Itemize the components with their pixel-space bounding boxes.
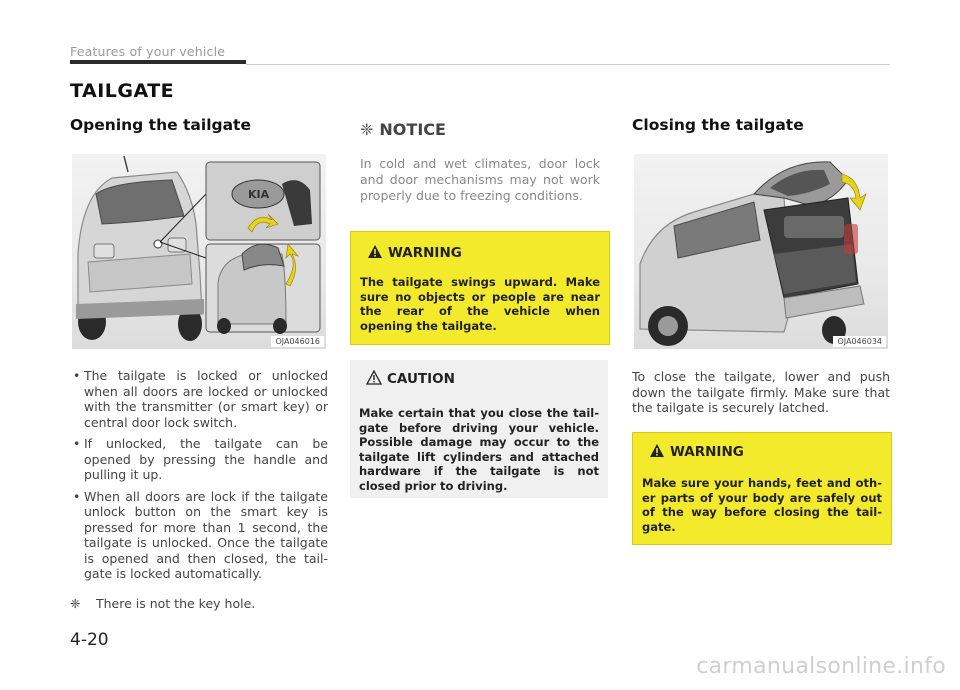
warning-box-2 xyxy=(632,432,892,545)
bullet-dot: • xyxy=(73,488,81,504)
closing-figure-caption: OJA046034 xyxy=(833,336,886,347)
bullet-item xyxy=(70,436,328,483)
opening-heading: Opening the tailgate xyxy=(70,116,251,134)
closing-car-illustration xyxy=(634,154,888,349)
bullet-text: If unlocked, the tailgate can be opened by pressing the handle and pulling it up. xyxy=(84,436,328,482)
notice-title: NOTICE xyxy=(379,120,446,139)
footnote-mark: ❈ xyxy=(70,596,81,611)
section-header: Features of your vehicle xyxy=(70,44,226,59)
bullet-dot: • xyxy=(73,368,81,383)
warning-box-1 xyxy=(350,231,610,345)
bullet-text: When all doors are lock if the tailgate unlock button on the smart key is pressed for more than 1 second, the tailgate is unlocked. Once the tailgate is opened and then closed, the tail-gate is locked automatically. xyxy=(84,488,328,581)
notice-text: In cold and wet climates, door lock and door mechanisms may not work properly due to freezing conditions. xyxy=(360,156,600,203)
warning-text-1: The tailgate swings upward. Make sure no objects or people are near the rear of the vehicle when opening the tailgate. xyxy=(360,275,600,333)
closing-text: To close the tailgate, lower and push down the tailgate firmly. Make sure that the tailgate is securely latched. xyxy=(632,369,890,415)
footnote-text: There is not the key hole. xyxy=(96,596,256,611)
warning-text-2: Make sure your hands, feet and oth-er parts of your body are safely out of the way before closing the tail-gate. xyxy=(642,476,882,534)
header-rule xyxy=(246,64,890,65)
caution-title: CAUTION xyxy=(387,371,455,387)
header-bar xyxy=(70,60,246,64)
caution-triangle-icon xyxy=(366,370,382,385)
warning-triangle-icon xyxy=(649,443,665,458)
notice-star-icon: ❈ xyxy=(360,120,374,139)
opening-car-illustration xyxy=(72,154,326,349)
warning-heading-2 xyxy=(649,443,744,460)
opening-figure xyxy=(72,154,326,349)
warning-heading-1 xyxy=(367,244,462,261)
bullet-item xyxy=(70,489,328,582)
warning-title-1: WARNING xyxy=(388,245,462,261)
bullet-dot: • xyxy=(73,436,81,451)
page-title: TAILGATE xyxy=(70,80,175,102)
warning-title-2: WARNING xyxy=(670,444,744,460)
watermark: carmanualsonline.info xyxy=(696,654,946,679)
warning-triangle-icon xyxy=(367,244,383,259)
footnote xyxy=(70,596,255,611)
opening-bullets xyxy=(70,368,328,588)
page-number: 4-20 xyxy=(70,630,109,650)
bullet-item xyxy=(70,368,328,430)
closing-figure xyxy=(634,154,888,349)
closing-heading: Closing the tailgate xyxy=(632,116,804,134)
notice-heading xyxy=(360,120,446,139)
bullet-text: The tailgate is locked or unlocked when all doors are locked or unlocked with the transmitter (or smart key) or central door lock switch. xyxy=(84,368,328,430)
caution-heading xyxy=(366,370,455,387)
svg-text:KIA: KIA xyxy=(248,188,270,201)
caution-text: Make certain that you close the tail-gate before driving your vehicle. Possible damage may occur to the tailgate lift cylinders and attached hardware if the tailgate is not closed prior to driving. xyxy=(359,406,599,493)
caution-box xyxy=(350,360,608,498)
opening-figure-caption: OJA046016 xyxy=(271,336,324,347)
